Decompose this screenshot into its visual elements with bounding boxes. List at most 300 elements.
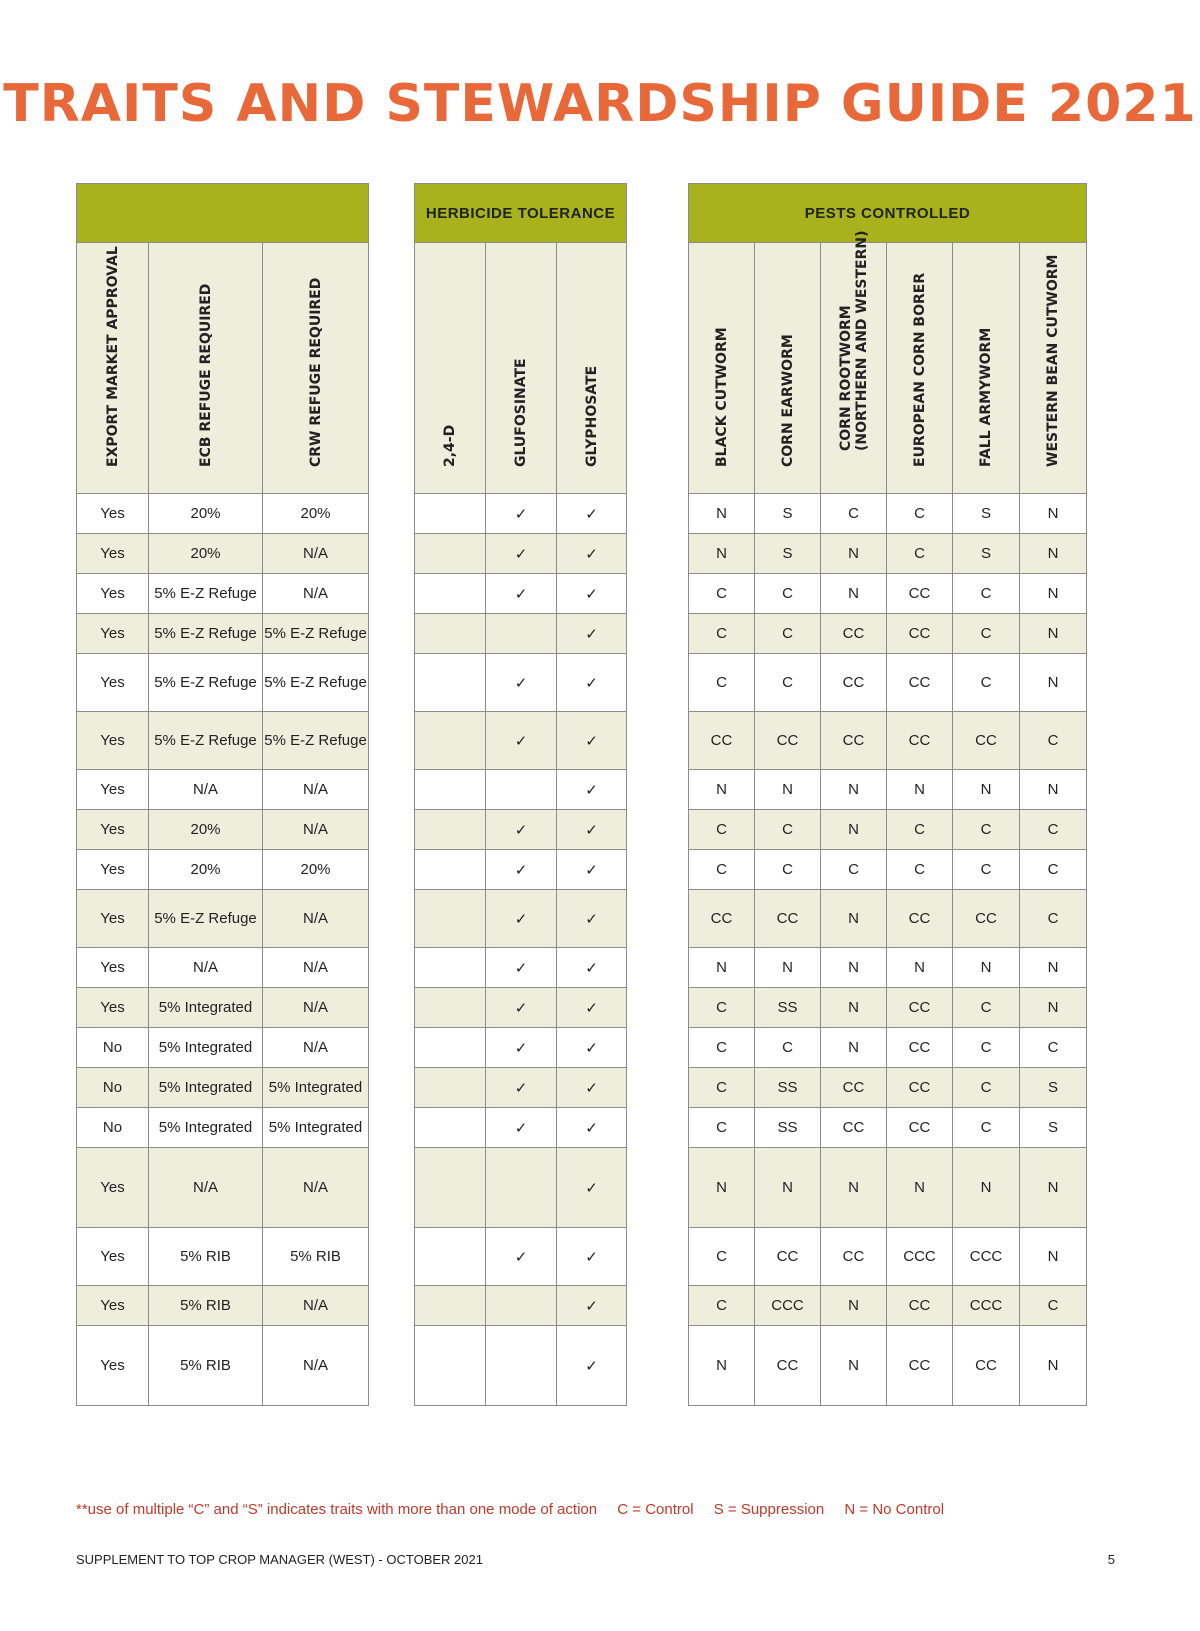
pest-cell: C — [953, 1068, 1020, 1108]
pest-cell: CC — [887, 574, 953, 614]
refuge-cell: Yes — [77, 1286, 149, 1326]
pest-cell: N — [689, 494, 755, 534]
table-row — [415, 1148, 627, 1228]
refuge-cell: N/A — [263, 1148, 369, 1228]
herbicide-cell: ✓ — [557, 494, 627, 534]
pest-cell: CC — [887, 1326, 953, 1406]
pest-cell: C — [953, 850, 1020, 890]
herbicide-cell — [415, 1228, 486, 1286]
refuge-cell: 5% E-Z Refuge — [149, 890, 263, 948]
herbicide-cell: ✓ — [486, 850, 557, 890]
pest-cell: C — [953, 988, 1020, 1028]
refuge-cell: 5% RIB — [263, 1228, 369, 1286]
table-row — [77, 1286, 369, 1326]
herbicide-cell: ✓ — [557, 534, 627, 574]
herbicide-cell — [415, 1326, 486, 1406]
table-row — [415, 494, 627, 534]
pest-cell: N — [689, 1148, 755, 1228]
table-row — [689, 948, 1087, 988]
table-row — [689, 1148, 1087, 1228]
table-row — [77, 654, 369, 712]
table-row — [689, 1108, 1087, 1148]
refuge-table — [76, 183, 369, 1406]
refuge-cell: No — [77, 1068, 149, 1108]
refuge-cell: N/A — [263, 810, 369, 850]
herbicide-cell: ✓ — [486, 810, 557, 850]
table-row — [415, 654, 627, 712]
table-row — [77, 712, 369, 770]
pest-cell: CC — [821, 614, 887, 654]
pest-cell: CCC — [887, 1228, 953, 1286]
pest-cell: C — [755, 810, 821, 850]
herbicide-cell: ✓ — [557, 810, 627, 850]
table-row — [77, 850, 369, 890]
pest-cell: N — [821, 1028, 887, 1068]
refuge-cell: 5% RIB — [149, 1286, 263, 1326]
legend-control: C = Control — [617, 1501, 694, 1518]
table-row — [77, 1068, 369, 1108]
pest-column-label: WESTERN BEAN CUTWORM — [1045, 254, 1061, 467]
refuge-column-label: EXPORT MARKET APPROVAL — [104, 246, 121, 467]
pest-cell: CC — [755, 890, 821, 948]
table-row — [77, 890, 369, 948]
pest-cell: C — [1020, 1028, 1087, 1068]
refuge-cell: N/A — [263, 948, 369, 988]
pest-cell: CC — [887, 1028, 953, 1068]
pest-cell: C — [689, 850, 755, 890]
herbicide-cell: ✓ — [557, 1108, 627, 1148]
refuge-column-header — [149, 243, 263, 494]
refuge-cell: 5% RIB — [149, 1228, 263, 1286]
herbicide-cell — [415, 1068, 486, 1108]
refuge-cell: 5% Integrated — [263, 1108, 369, 1148]
refuge-cell: 20% — [263, 850, 369, 890]
table-row — [689, 1068, 1087, 1108]
herbicide-cell — [486, 770, 557, 810]
refuge-column-header — [263, 243, 369, 494]
pest-cell: C — [821, 850, 887, 890]
pest-cell: N — [821, 1326, 887, 1406]
table-row — [77, 1028, 369, 1068]
herbicide-column-header — [486, 243, 557, 494]
pest-cell: N — [1020, 1326, 1087, 1406]
refuge-cell: 5% Integrated — [149, 1028, 263, 1068]
herbicide-cell — [415, 494, 486, 534]
herbicide-cell — [415, 810, 486, 850]
refuge-cell: 5% Integrated — [149, 1108, 263, 1148]
herbicide-cell: ✓ — [557, 850, 627, 890]
pest-cell: N — [887, 770, 953, 810]
table-row — [77, 1228, 369, 1286]
pest-cell: C — [755, 614, 821, 654]
herbicide-column-header — [415, 243, 486, 494]
refuge-cell: 20% — [263, 494, 369, 534]
table-row — [415, 1286, 627, 1326]
pest-cell: N — [1020, 1148, 1087, 1228]
table-row — [415, 712, 627, 770]
pest-cell: CC — [689, 890, 755, 948]
table-row — [77, 574, 369, 614]
table-row — [415, 988, 627, 1028]
refuge-cell: 20% — [149, 810, 263, 850]
pest-cell: S — [755, 494, 821, 534]
pest-cell: C — [953, 810, 1020, 850]
table-row — [415, 948, 627, 988]
table-row — [689, 1326, 1087, 1406]
table-row — [689, 614, 1087, 654]
pest-cell: C — [755, 1028, 821, 1068]
table-row — [689, 712, 1087, 770]
herbicide-cell: ✓ — [557, 1028, 627, 1068]
herbicide-cell — [486, 1148, 557, 1228]
herbicide-cell — [415, 574, 486, 614]
pest-cell: C — [953, 574, 1020, 614]
pest-cell: N — [689, 770, 755, 810]
herbicide-cell — [415, 614, 486, 654]
pest-cell: N — [689, 1326, 755, 1406]
herbicide-cell — [415, 850, 486, 890]
pest-column-label: CORN EARWORM — [779, 334, 796, 467]
table-row — [689, 810, 1087, 850]
herbicide-cell: ✓ — [557, 574, 627, 614]
pest-cell: S — [953, 534, 1020, 574]
table-row — [689, 494, 1087, 534]
table-row — [415, 1028, 627, 1068]
table-row — [415, 1228, 627, 1286]
pest-cell: C — [953, 654, 1020, 712]
herbicide-cell: ✓ — [557, 988, 627, 1028]
refuge-cell: Yes — [77, 770, 149, 810]
pest-cell: CCC — [953, 1228, 1020, 1286]
refuge-cell: N/A — [263, 574, 369, 614]
pest-cell: C — [953, 1028, 1020, 1068]
herbicide-cell: ✓ — [486, 1108, 557, 1148]
herbicide-cell: ✓ — [486, 948, 557, 988]
pest-cell: CC — [887, 1286, 953, 1326]
page-title: TRAITS AND STEWARDSHIP GUIDE 2021 — [3, 74, 1197, 134]
pest-column-label: CORN ROOTWORM (NORTHERN AND WESTERN) — [837, 230, 870, 451]
pest-cell: C — [689, 810, 755, 850]
herbicide-cell: ✓ — [486, 574, 557, 614]
herbicide-tolerance-table — [414, 183, 627, 1406]
table-row — [77, 948, 369, 988]
pest-cell: N — [887, 948, 953, 988]
pest-cell: C — [689, 614, 755, 654]
table-row — [415, 770, 627, 810]
herbicide-cell — [486, 1326, 557, 1406]
pest-cell: N — [821, 890, 887, 948]
refuge-cell: N/A — [263, 988, 369, 1028]
pest-cell: N — [1020, 1228, 1087, 1286]
pest-cell: C — [887, 494, 953, 534]
pest-cell: C — [953, 1108, 1020, 1148]
pest-cell: CC — [887, 1068, 953, 1108]
table-row — [77, 1108, 369, 1148]
herbicide-cell — [486, 614, 557, 654]
pest-cell: CC — [821, 1068, 887, 1108]
table-row — [689, 574, 1087, 614]
pest-cell: CC — [953, 1326, 1020, 1406]
pest-cell: CC — [887, 614, 953, 654]
pest-cell: CC — [887, 654, 953, 712]
pest-cell: N — [821, 810, 887, 850]
refuge-cell: 5% Integrated — [149, 988, 263, 1028]
pest-cell: CC — [689, 712, 755, 770]
pest-column-header — [689, 243, 755, 494]
pest-cell: C — [689, 574, 755, 614]
legend-suppression: S = Suppression — [713, 1501, 825, 1518]
pest-cell: N — [1020, 614, 1087, 654]
refuge-cell: Yes — [77, 850, 149, 890]
left-group-banner — [77, 184, 369, 243]
table-row — [77, 810, 369, 850]
pest-cell: SS — [755, 988, 821, 1028]
pest-cell: N — [1020, 574, 1087, 614]
table-row — [415, 850, 627, 890]
pest-cell: C — [887, 534, 953, 574]
pest-cell: N — [1020, 534, 1087, 574]
pest-column-header — [755, 243, 821, 494]
refuge-cell: N/A — [263, 770, 369, 810]
herbicide-cell: ✓ — [486, 1068, 557, 1108]
table-row — [415, 534, 627, 574]
refuge-cell: Yes — [77, 948, 149, 988]
table-row — [689, 1228, 1087, 1286]
table-row — [689, 534, 1087, 574]
pest-column-label: BLACK CUTWORM — [713, 327, 730, 467]
refuge-cell: 5% E-Z Refuge — [149, 614, 263, 654]
pest-cell: N — [689, 534, 755, 574]
pest-cell: CC — [887, 988, 953, 1028]
table-row — [77, 1148, 369, 1228]
pest-cell: C — [689, 988, 755, 1028]
table-row — [689, 988, 1087, 1028]
refuge-cell: Yes — [77, 810, 149, 850]
herbicide-column-label: GLUFOSINATE — [513, 358, 529, 467]
pest-cell: N — [821, 1286, 887, 1326]
herbicide-cell: ✓ — [557, 1326, 627, 1406]
refuge-cell: 5% RIB — [149, 1326, 263, 1406]
refuge-cell: Yes — [77, 574, 149, 614]
pest-column-header — [1020, 243, 1087, 494]
table-row — [415, 1068, 627, 1108]
pest-cell: N — [755, 1148, 821, 1228]
pest-cell: N — [953, 1148, 1020, 1228]
table-row — [77, 1326, 369, 1406]
pest-cell: N — [1020, 948, 1087, 988]
table-row — [415, 614, 627, 654]
table-row — [415, 574, 627, 614]
refuge-cell: N/A — [263, 534, 369, 574]
table-row — [77, 988, 369, 1028]
pest-column-header — [821, 230, 887, 494]
refuge-cell: N/A — [263, 1028, 369, 1068]
herbicide-cell: ✓ — [486, 988, 557, 1028]
herbicide-cell: ✓ — [486, 654, 557, 712]
pest-cell: C — [755, 850, 821, 890]
pest-cell: CC — [953, 712, 1020, 770]
pest-cell: C — [821, 494, 887, 534]
pest-cell: N — [755, 770, 821, 810]
pest-cell: N — [953, 770, 1020, 810]
refuge-cell: 5% E-Z Refuge — [263, 614, 369, 654]
pest-cell: CC — [953, 890, 1020, 948]
pest-cell: CC — [821, 654, 887, 712]
pest-cell: S — [755, 534, 821, 574]
pest-cell: SS — [755, 1108, 821, 1148]
refuge-cell: 5% E-Z Refuge — [149, 712, 263, 770]
pest-cell: N — [821, 948, 887, 988]
refuge-cell: Yes — [77, 534, 149, 574]
table-row — [77, 494, 369, 534]
refuge-cell: N/A — [149, 1148, 263, 1228]
pest-cell: C — [1020, 890, 1087, 948]
refuge-cell: No — [77, 1108, 149, 1148]
refuge-column-label: CRW REFUGE REQUIRED — [307, 277, 324, 467]
herbicide-column-header — [557, 243, 627, 494]
pest-cell: C — [689, 1228, 755, 1286]
table-row — [689, 654, 1087, 712]
pest-cell: CCC — [755, 1286, 821, 1326]
pest-cell: N — [1020, 770, 1087, 810]
refuge-cell: 5% Integrated — [149, 1068, 263, 1108]
pest-cell: N — [689, 948, 755, 988]
refuge-cell: N/A — [263, 1286, 369, 1326]
refuge-cell: Yes — [77, 712, 149, 770]
refuge-column-label: ECB REFUGE REQUIRED — [197, 283, 214, 467]
pest-cell: C — [1020, 810, 1087, 850]
pest-cell: C — [1020, 1286, 1087, 1326]
herbicide-cell — [415, 948, 486, 988]
refuge-cell: 20% — [149, 850, 263, 890]
herbicide-column-label: 2,4-D — [442, 424, 458, 467]
pest-column-label: EUROPEAN CORN BORER — [911, 272, 928, 467]
pest-cell: C — [689, 1028, 755, 1068]
table-row — [77, 534, 369, 574]
herbicide-cell: ✓ — [557, 1068, 627, 1108]
herbicide-cell — [415, 770, 486, 810]
herbicide-cell: ✓ — [486, 494, 557, 534]
table-row — [415, 1108, 627, 1148]
herbicide-cell — [486, 1286, 557, 1326]
pest-cell: N — [821, 988, 887, 1028]
herbicide-column-label: GLYPHOSATE — [583, 365, 600, 467]
refuge-cell: Yes — [77, 1148, 149, 1228]
pest-cell: N — [755, 948, 821, 988]
table-row — [689, 850, 1087, 890]
pest-cell: N — [821, 770, 887, 810]
pest-cell: C — [755, 574, 821, 614]
legend-note: **use of multiple “C” and “S” indicates traits with more than one mode of action — [76, 1501, 598, 1518]
refuge-cell: Yes — [77, 1326, 149, 1406]
refuge-cell: N/A — [263, 890, 369, 948]
refuge-cell: 5% E-Z Refuge — [149, 654, 263, 712]
table-row — [689, 1028, 1087, 1068]
refuge-cell: N/A — [149, 948, 263, 988]
herbicide-cell: ✓ — [486, 1028, 557, 1068]
refuge-cell: 5% E-Z Refuge — [149, 574, 263, 614]
footer-text: SUPPLEMENT TO TOP CROP MANAGER (WEST) - OCTOBER 2021 — [76, 1552, 483, 1567]
table-row — [77, 770, 369, 810]
pest-cell: CC — [887, 1108, 953, 1148]
herbicide-cell — [415, 712, 486, 770]
pest-cell: S — [953, 494, 1020, 534]
legend-no-control: N = No Control — [844, 1501, 945, 1518]
pest-cell: C — [1020, 850, 1087, 890]
herbicide-cell — [415, 988, 486, 1028]
herbicide-cell: ✓ — [486, 890, 557, 948]
refuge-cell: N/A — [263, 1326, 369, 1406]
pest-cell: N — [1020, 654, 1087, 712]
pest-cell: N — [887, 1148, 953, 1228]
table-row — [689, 890, 1087, 948]
pest-cell: CC — [887, 712, 953, 770]
herbicide-cell — [415, 1286, 486, 1326]
refuge-cell: No — [77, 1028, 149, 1068]
pest-cell: C — [689, 1068, 755, 1108]
pest-cell: N — [953, 948, 1020, 988]
herbicide-cell — [415, 654, 486, 712]
refuge-cell: 5% E-Z Refuge — [263, 654, 369, 712]
herbicide-cell: ✓ — [557, 890, 627, 948]
herbicide-cell — [415, 890, 486, 948]
pest-cell: SS — [755, 1068, 821, 1108]
legend — [76, 1501, 960, 1518]
pest-cell: C — [887, 850, 953, 890]
refuge-column-header — [77, 243, 149, 494]
refuge-cell: 20% — [149, 494, 263, 534]
pest-column-header — [953, 243, 1020, 494]
pest-cell: CC — [821, 1228, 887, 1286]
herbicide-cell — [415, 1108, 486, 1148]
pest-cell: C — [1020, 712, 1087, 770]
refuge-cell: 5% E-Z Refuge — [263, 712, 369, 770]
herbicide-cell — [415, 534, 486, 574]
pest-cell: CC — [755, 712, 821, 770]
table-row — [415, 810, 627, 850]
herbicide-cell — [415, 1028, 486, 1068]
herbicide-cell: ✓ — [486, 1228, 557, 1286]
pest-cell: C — [755, 654, 821, 712]
herbicide-cell: ✓ — [557, 614, 627, 654]
pest-cell: N — [1020, 988, 1087, 1028]
herbicide-cell: ✓ — [557, 948, 627, 988]
refuge-cell: Yes — [77, 890, 149, 948]
table-row — [415, 890, 627, 948]
pest-cell: CC — [755, 1326, 821, 1406]
page-number: 5 — [1107, 1552, 1115, 1567]
pest-cell: N — [1020, 494, 1087, 534]
pest-cell: N — [821, 574, 887, 614]
pest-column-header — [887, 243, 953, 494]
pest-cell: CC — [821, 1108, 887, 1148]
herbicide-cell: ✓ — [486, 712, 557, 770]
pest-cell: N — [821, 534, 887, 574]
pest-cell: C — [887, 810, 953, 850]
herbicide-cell — [415, 1148, 486, 1228]
pest-cell: CC — [887, 890, 953, 948]
pest-cell: C — [689, 1108, 755, 1148]
herbicide-cell: ✓ — [486, 534, 557, 574]
refuge-cell: Yes — [77, 494, 149, 534]
refuge-cell: Yes — [77, 1228, 149, 1286]
herbicide-cell: ✓ — [557, 1286, 627, 1326]
refuge-cell: Yes — [77, 988, 149, 1028]
table-row — [415, 1326, 627, 1406]
pest-column-label: FALL ARMYWORM — [978, 327, 994, 467]
table-row — [689, 770, 1087, 810]
pest-cell: CC — [821, 712, 887, 770]
